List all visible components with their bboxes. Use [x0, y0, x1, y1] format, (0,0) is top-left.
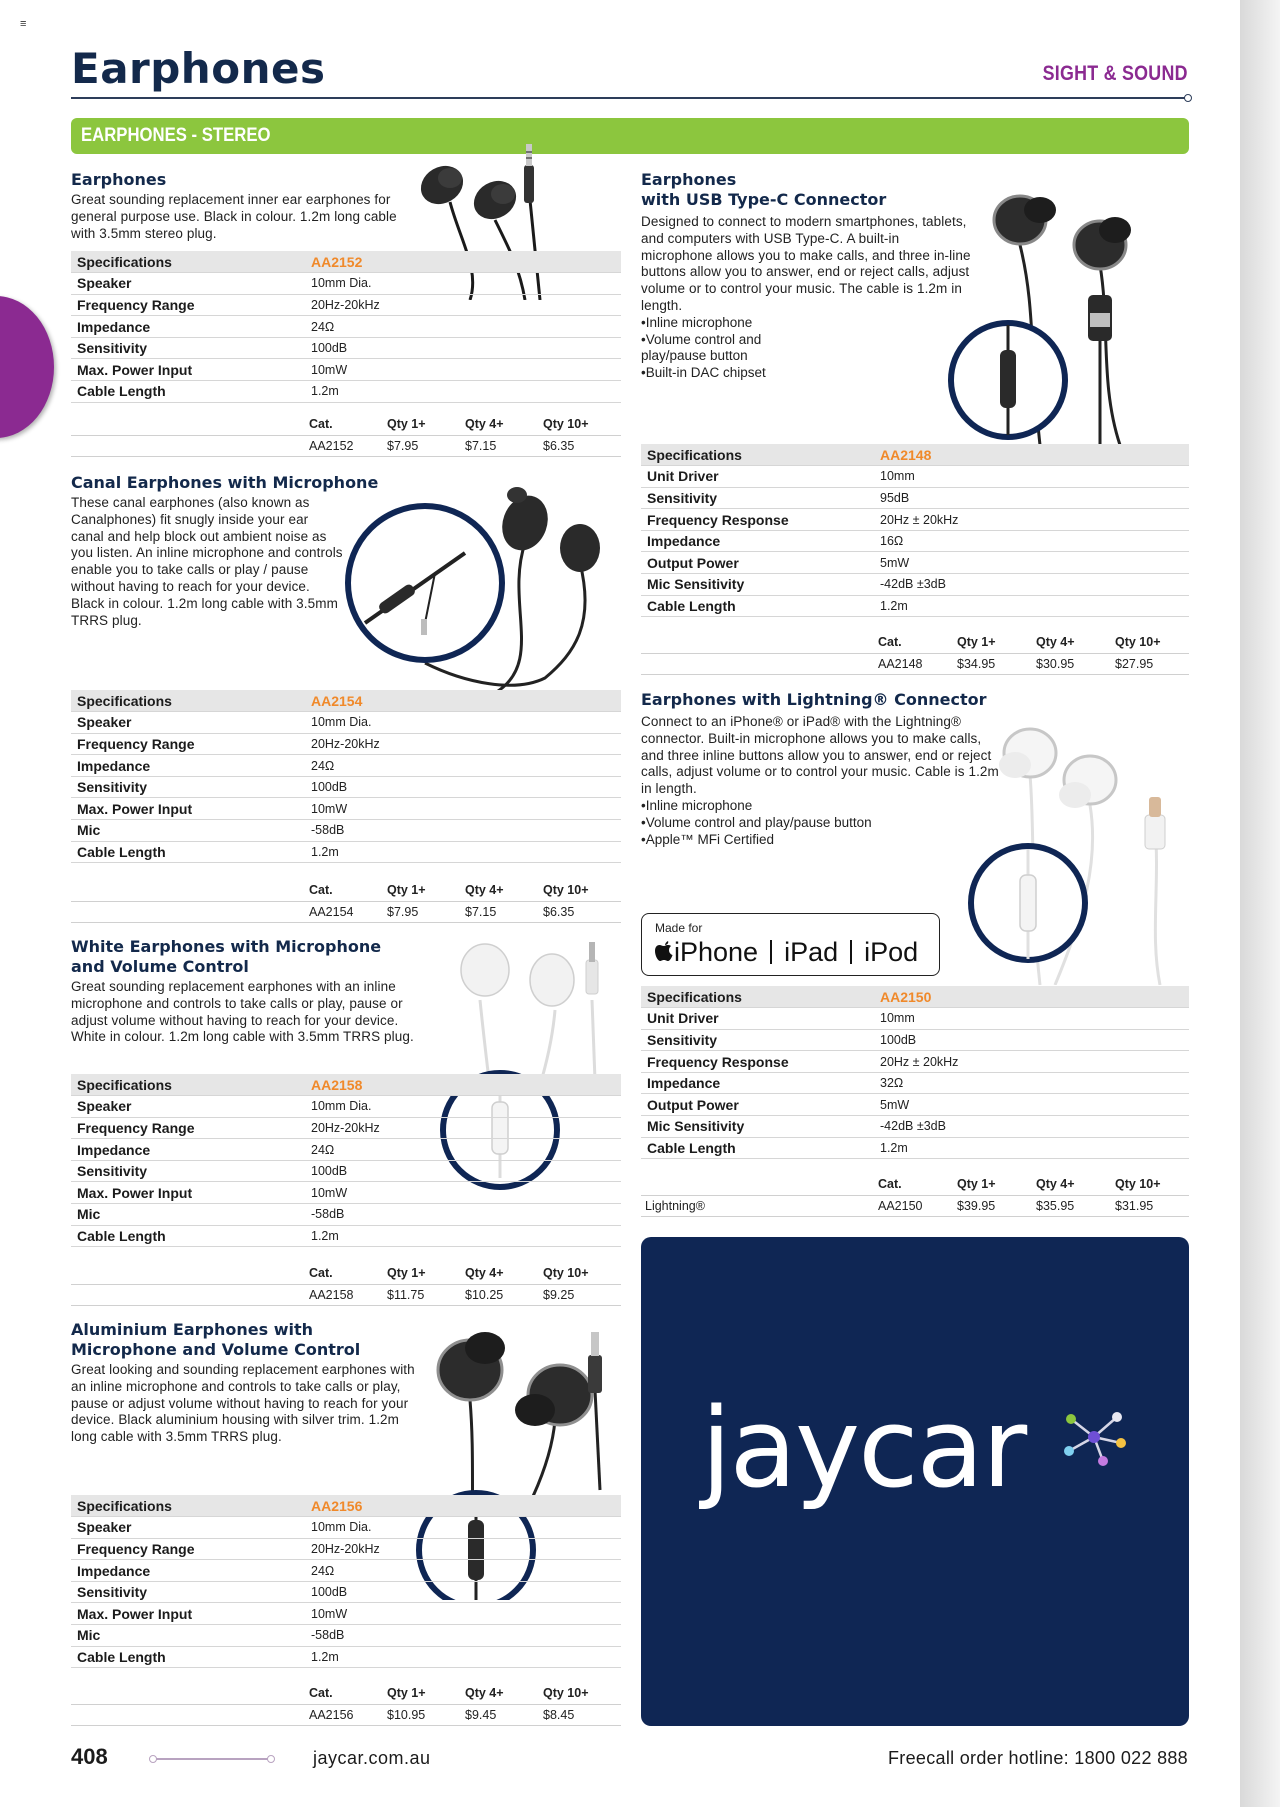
product-aa2158	[71, 937, 421, 1046]
spec-row	[71, 841, 621, 863]
spec-key: Impedance	[71, 1560, 305, 1582]
iphone-label: iPhone	[674, 937, 759, 967]
spec-value: 10mW	[305, 359, 621, 381]
spec-value: 10mm Dia.	[305, 712, 621, 734]
price-header-row	[71, 414, 621, 435]
price-qty10: $27.95	[1111, 653, 1189, 674]
spec-row	[71, 733, 621, 755]
spec-heading: Specifications	[71, 251, 305, 273]
spec-row	[641, 595, 1189, 617]
price-table-aa2150	[641, 1174, 1189, 1217]
spec-row	[71, 755, 621, 777]
product-title: White Earphones with Microphone and Volume Control	[71, 937, 382, 976]
spec-row	[71, 712, 621, 734]
spec-row	[71, 1581, 621, 1603]
spec-key: Frequency Response	[641, 509, 874, 531]
product-aa2148	[641, 170, 971, 382]
spec-key: Cable Length	[71, 1646, 305, 1668]
spec-table-aa2150	[641, 986, 1189, 1159]
spec-row	[71, 337, 621, 359]
spec-row	[71, 1603, 621, 1625]
spec-heading: Specifications	[71, 690, 305, 712]
spec-table-aa2152	[71, 251, 621, 403]
spec-row	[641, 530, 1189, 552]
spec-key: Cable Length	[641, 1137, 874, 1159]
price-table-aa2152	[71, 414, 621, 457]
cat-code: AA2154	[305, 901, 383, 922]
spec-key: Frequency Range	[71, 294, 305, 316]
variant-label: Lightning®	[641, 1195, 874, 1216]
spec-row	[641, 487, 1189, 509]
price-header: Qty 1+	[957, 635, 996, 650]
price-header: Qty 10+	[543, 417, 589, 432]
price-table-aa2158	[71, 1263, 621, 1306]
spec-row	[641, 1051, 1189, 1073]
spec-key: Max. Power Input	[71, 1603, 305, 1625]
spec-key: Sensitivity	[71, 337, 305, 359]
badge-separator	[850, 940, 852, 964]
feature-item: • Inline microphone	[641, 798, 941, 815]
spec-row	[71, 1182, 621, 1204]
product-code: AA2154	[305, 690, 621, 712]
spec-key: Output Power	[641, 1094, 874, 1116]
price-qty4: $9.45	[461, 1704, 539, 1725]
product-description: Great sounding replacement earphones with an inline microphone and controls to take calls or play, pause or adjust volume without having to reach for your device. White in colour. 1.2m long cable with 3.5mm TRRS plug.	[71, 979, 414, 1045]
spec-row	[71, 776, 621, 798]
spec-value: 100dB	[305, 1160, 621, 1182]
spec-key: Speaker	[71, 273, 305, 295]
price-header: Qty 1+	[387, 417, 426, 432]
spec-row	[71, 1160, 621, 1182]
price-row	[641, 653, 1189, 674]
spec-row	[641, 1137, 1189, 1159]
spec-value: 10mm Dia.	[305, 1517, 621, 1539]
spec-key: Impedance	[71, 1139, 305, 1161]
price-table-aa2156	[71, 1683, 621, 1726]
title-divider	[71, 97, 1189, 99]
cat-code: AA2152	[305, 435, 383, 456]
product-code: AA2156	[305, 1495, 621, 1517]
feature-list	[641, 315, 811, 382]
spec-row	[641, 1008, 1189, 1030]
product-code: AA2150	[874, 986, 1189, 1008]
spec-row	[641, 466, 1189, 488]
spec-value: 20Hz ± 20kHz	[874, 509, 1189, 531]
page-edge-shadow	[1240, 0, 1280, 1807]
ipod-label: iPod	[864, 937, 919, 967]
spec-row	[71, 1225, 621, 1247]
apple-device-names	[654, 937, 918, 968]
product-aa2152	[71, 170, 421, 242]
spec-row	[71, 294, 621, 316]
spec-value: 100dB	[305, 337, 621, 359]
spec-key: Frequency Response	[641, 1051, 874, 1073]
spec-key: Sensitivity	[71, 1160, 305, 1182]
spec-heading: Specifications	[71, 1495, 305, 1517]
price-row	[71, 1704, 621, 1725]
spec-key: Cable Length	[71, 1225, 305, 1247]
product-code: AA2152	[305, 251, 621, 273]
spec-value: 5mW	[874, 1094, 1189, 1116]
price-header-row	[71, 1263, 621, 1284]
price-header-row	[71, 880, 621, 901]
spec-row	[71, 820, 621, 842]
page-title: Earphones	[71, 44, 326, 93]
apple-icon	[654, 939, 674, 963]
spec-row	[71, 1204, 621, 1226]
spec-value: 10mm Dia.	[305, 1096, 621, 1118]
product-description: These canal earphones (also known as Canalphones) fit snugly inside your ear canal and help block out ambient noise as you listen. An inline microphone and controls enable you to take calls or play / pause without having to reach for your device. Black in colour. 1.2m long cable with 3.5mm TRRS plug.	[71, 495, 343, 628]
price-header: Qty 10+	[543, 1686, 589, 1701]
product-code: AA2158	[305, 1074, 621, 1096]
spec-value: 1.2m	[874, 595, 1189, 617]
spec-value: 5mW	[874, 552, 1189, 574]
spec-value: 24Ω	[305, 1139, 621, 1161]
category-banner-label: EARPHONES - STEREO	[81, 125, 271, 146]
product-description: Great looking and sounding replacement earphones with an inline microphone and controls to take calls or play, pause or adjust volume without having to reach for your device. Black aluminium housing with silver trim. 1.2m long cable with 3.5mm TRRS plug.	[71, 1362, 415, 1445]
price-row	[71, 901, 621, 922]
spec-row	[641, 1094, 1189, 1116]
variant-label	[641, 653, 874, 674]
spec-header-row	[71, 1074, 621, 1096]
footer-hotline: Freecall order hotline: 1800 022 888	[888, 1748, 1188, 1768]
spec-value: 10mm Dia.	[305, 273, 621, 295]
product-title-line1: Earphones	[641, 170, 737, 189]
spec-table-aa2156	[71, 1495, 621, 1668]
category-banner	[71, 118, 1189, 154]
spec-key: Sensitivity	[71, 776, 305, 798]
menu-icon[interactable]: ≡	[20, 18, 27, 30]
price-qty10: $6.35	[539, 901, 621, 922]
product-title: Earphones with Lightning® Connector	[641, 690, 987, 709]
spec-row	[71, 316, 621, 338]
spec-value: 100dB	[305, 1581, 621, 1603]
spec-heading: Specifications	[641, 444, 874, 466]
feature-item: • Built-in DAC chipset	[641, 365, 811, 382]
spec-value: 20Hz-20kHz	[305, 1538, 621, 1560]
price-header: Qty 4+	[1036, 1177, 1075, 1192]
badge-separator	[770, 940, 772, 964]
price-qty1: $10.95	[383, 1704, 461, 1725]
spec-value: 20Hz-20kHz	[305, 294, 621, 316]
spec-header-row	[71, 1495, 621, 1517]
spec-value: 24Ω	[305, 755, 621, 777]
cat-code: AA2148	[874, 653, 953, 674]
price-header: Cat.	[309, 883, 333, 898]
spec-row	[71, 1538, 621, 1560]
price-header: Qty 4+	[465, 417, 504, 432]
price-header: Qty 4+	[465, 883, 504, 898]
product-aa2156	[71, 1320, 421, 1446]
spec-key: Cable Length	[71, 841, 305, 863]
spec-value: 1.2m	[305, 1225, 621, 1247]
spec-value: 10mm	[874, 466, 1189, 488]
price-header: Qty 10+	[543, 883, 589, 898]
footer-divider	[152, 1758, 272, 1760]
spec-value: 10mW	[305, 798, 621, 820]
product-code: AA2148	[874, 444, 1189, 466]
spec-value: 20Hz ± 20kHz	[874, 1051, 1189, 1073]
spec-value: 1.2m	[305, 381, 621, 403]
spec-header-row	[71, 251, 621, 273]
spec-key: Speaker	[71, 1096, 305, 1118]
price-header: Qty 10+	[1115, 635, 1161, 650]
spec-value: -42dB ±3dB	[874, 574, 1189, 596]
ipad-label: iPad	[784, 937, 839, 967]
spec-row	[71, 359, 621, 381]
spec-key: Unit Driver	[641, 1008, 874, 1030]
price-qty1: $7.95	[383, 901, 461, 922]
spec-key: Output Power	[641, 552, 874, 574]
spec-value: 10mW	[305, 1603, 621, 1625]
page-number: 408	[71, 1744, 108, 1769]
price-header: Qty 1+	[387, 1266, 426, 1281]
price-header: Cat.	[878, 1177, 902, 1192]
spec-key: Mic Sensitivity	[641, 1116, 874, 1138]
lightning-earphones-image	[960, 715, 1190, 985]
spec-value: 1.2m	[305, 1646, 621, 1668]
price-header-row	[641, 632, 1189, 653]
jaycar-brand-panel	[641, 1237, 1189, 1726]
price-header: Cat.	[309, 1686, 333, 1701]
made-for-label: Made for	[655, 921, 703, 935]
spec-value: 24Ω	[305, 1560, 621, 1582]
price-qty10: $9.25	[539, 1284, 621, 1305]
spec-value: 24Ω	[305, 316, 621, 338]
spec-key: Mic	[71, 1625, 305, 1647]
price-qty1: $11.75	[383, 1284, 461, 1305]
spec-row	[641, 552, 1189, 574]
spec-row	[71, 1560, 621, 1582]
spec-value: 10mm	[874, 1008, 1189, 1030]
made-for-apple-badge	[641, 913, 940, 976]
price-qty4: $35.95	[1032, 1195, 1111, 1216]
spec-table-aa2148	[641, 444, 1189, 617]
price-header: Qty 10+	[543, 1266, 589, 1281]
canal-earphones-image	[345, 483, 625, 693]
spec-key: Impedance	[641, 1072, 874, 1094]
spec-value: 100dB	[874, 1029, 1189, 1051]
spec-key: Cable Length	[71, 381, 305, 403]
spec-key: Sensitivity	[71, 1581, 305, 1603]
spec-key: Cable Length	[641, 595, 874, 617]
product-aa2154	[71, 473, 379, 629]
jaycar-molecule-icon	[1059, 1407, 1129, 1469]
price-qty10: $6.35	[539, 435, 621, 456]
spec-key: Frequency Range	[71, 733, 305, 755]
price-header-row	[641, 1174, 1189, 1195]
spec-value: 100dB	[305, 776, 621, 798]
spec-value: 20Hz-20kHz	[305, 1117, 621, 1139]
price-qty1: $34.95	[953, 653, 1032, 674]
spec-row	[71, 1646, 621, 1668]
spec-row	[71, 1625, 621, 1647]
cat-code: AA2156	[305, 1704, 383, 1725]
product-description: Great sounding replacement inner ear earphones for general purpose use. Black in colour. 1.2m long cable with 3.5mm stereo plug.	[71, 192, 397, 241]
spec-key: Frequency Range	[71, 1117, 305, 1139]
section-label: SIGHT & SOUND	[1042, 62, 1188, 85]
price-table-aa2148	[641, 632, 1189, 675]
spec-row	[71, 381, 621, 403]
spec-key: Max. Power Input	[71, 1182, 305, 1204]
price-row	[71, 435, 621, 456]
spec-value: -58dB	[305, 1625, 621, 1647]
price-header: Cat.	[309, 1266, 333, 1281]
spec-key: Speaker	[71, 1517, 305, 1539]
spec-value: 1.2m	[874, 1137, 1189, 1159]
spec-value: 32Ω	[874, 1072, 1189, 1094]
spec-heading: Specifications	[641, 986, 874, 1008]
spec-header-row	[71, 690, 621, 712]
price-row	[641, 1195, 1189, 1216]
price-header: Qty 4+	[465, 1686, 504, 1701]
spec-key: Sensitivity	[641, 487, 874, 509]
product-title-line2: with USB Type-C Connector	[641, 190, 887, 209]
price-qty4: $7.15	[461, 435, 539, 456]
price-header: Qty 1+	[387, 883, 426, 898]
spec-key: Frequency Range	[71, 1538, 305, 1560]
spec-row	[71, 1096, 621, 1118]
spec-row	[641, 1116, 1189, 1138]
spec-row	[641, 509, 1189, 531]
feature-item: • Inline microphone	[641, 315, 811, 332]
price-qty1: $39.95	[953, 1195, 1032, 1216]
price-qty4: $30.95	[1032, 653, 1111, 674]
spec-row	[71, 273, 621, 295]
price-qty10: $31.95	[1111, 1195, 1189, 1216]
spec-value: 1.2m	[305, 841, 621, 863]
price-header: Cat.	[309, 417, 333, 432]
spec-value: 16Ω	[874, 530, 1189, 552]
price-qty1: $7.95	[383, 435, 461, 456]
spec-key: Max. Power Input	[71, 359, 305, 381]
price-table-aa2154	[71, 880, 621, 923]
cat-code: AA2150	[874, 1195, 953, 1216]
price-header: Qty 10+	[1115, 1177, 1161, 1192]
spec-value: -58dB	[305, 1204, 621, 1226]
spec-value: 95dB	[874, 487, 1189, 509]
footer-website-link[interactable]: jaycar.com.au	[313, 1748, 431, 1768]
spec-key: Impedance	[71, 316, 305, 338]
spec-row	[641, 1072, 1189, 1094]
spec-heading: Specifications	[71, 1074, 305, 1096]
product-description: Designed to connect to modern smartphones, tablets, and computers with USB Type-C. A built-in microphone allows you to make calls, and three in-line buttons allow you to answer, end or reject calls, adjust volume or to control your music. The cable is 1.2m in length.	[641, 214, 971, 313]
product-title: Aluminium Earphones with Microphone and Volume Control	[71, 1320, 361, 1359]
spec-row	[641, 574, 1189, 596]
product-title: Earphones	[71, 170, 167, 189]
price-qty10: $8.45	[539, 1704, 621, 1725]
price-header-row	[71, 1683, 621, 1704]
spec-row	[641, 1029, 1189, 1051]
spec-key: Mic	[71, 820, 305, 842]
usb-c-earphones-image	[940, 185, 1160, 445]
feature-list	[641, 798, 941, 848]
product-title: Canal Earphones with Microphone	[71, 473, 379, 492]
spec-value: -58dB	[305, 820, 621, 842]
spec-row	[71, 1517, 621, 1539]
spec-value: -42dB ±3dB	[874, 1116, 1189, 1138]
spec-row	[71, 798, 621, 820]
price-header: Qty 1+	[387, 1686, 426, 1701]
price-header: Qty 4+	[465, 1266, 504, 1281]
spec-table-aa2154	[71, 690, 621, 863]
spec-row	[71, 1139, 621, 1161]
feature-item: • Apple™ MFi Certified	[641, 832, 941, 849]
price-header: Qty 4+	[1036, 635, 1075, 650]
spec-header-row	[641, 986, 1189, 1008]
feature-item: • Volume control and play/pause button	[641, 332, 811, 366]
spec-header-row	[641, 444, 1189, 466]
spec-key: Unit Driver	[641, 466, 874, 488]
price-qty4: $10.25	[461, 1284, 539, 1305]
section-tab-marker	[0, 296, 54, 438]
price-qty4: $7.15	[461, 901, 539, 922]
price-header: Cat.	[878, 635, 902, 650]
spec-value: 20Hz-20kHz	[305, 733, 621, 755]
cat-code: AA2158	[305, 1284, 383, 1305]
spec-table-aa2158	[71, 1074, 621, 1247]
spec-key: Mic	[71, 1204, 305, 1226]
spec-key: Sensitivity	[641, 1029, 874, 1051]
spec-key: Mic Sensitivity	[641, 574, 874, 596]
feature-item: • Volume control and play/pause button	[641, 815, 941, 832]
spec-key: Impedance	[641, 530, 874, 552]
spec-key: Impedance	[71, 755, 305, 777]
spec-row	[71, 1117, 621, 1139]
product-description: Connect to an iPhone® or iPad® with the Lightning® connector. Built-in microphone allows you to make calls, and three inline buttons allow you to answer, end or reject calls, adjust volume or to control your music. Cable is 1.2m in length.	[641, 714, 999, 797]
spec-value: 10mW	[305, 1182, 621, 1204]
product-aa2150	[641, 690, 1001, 848]
spec-key: Speaker	[71, 712, 305, 734]
price-row	[71, 1284, 621, 1305]
spec-key: Max. Power Input	[71, 798, 305, 820]
price-header: Qty 1+	[957, 1177, 996, 1192]
jaycar-logo-text: jaycar	[701, 1384, 1026, 1512]
